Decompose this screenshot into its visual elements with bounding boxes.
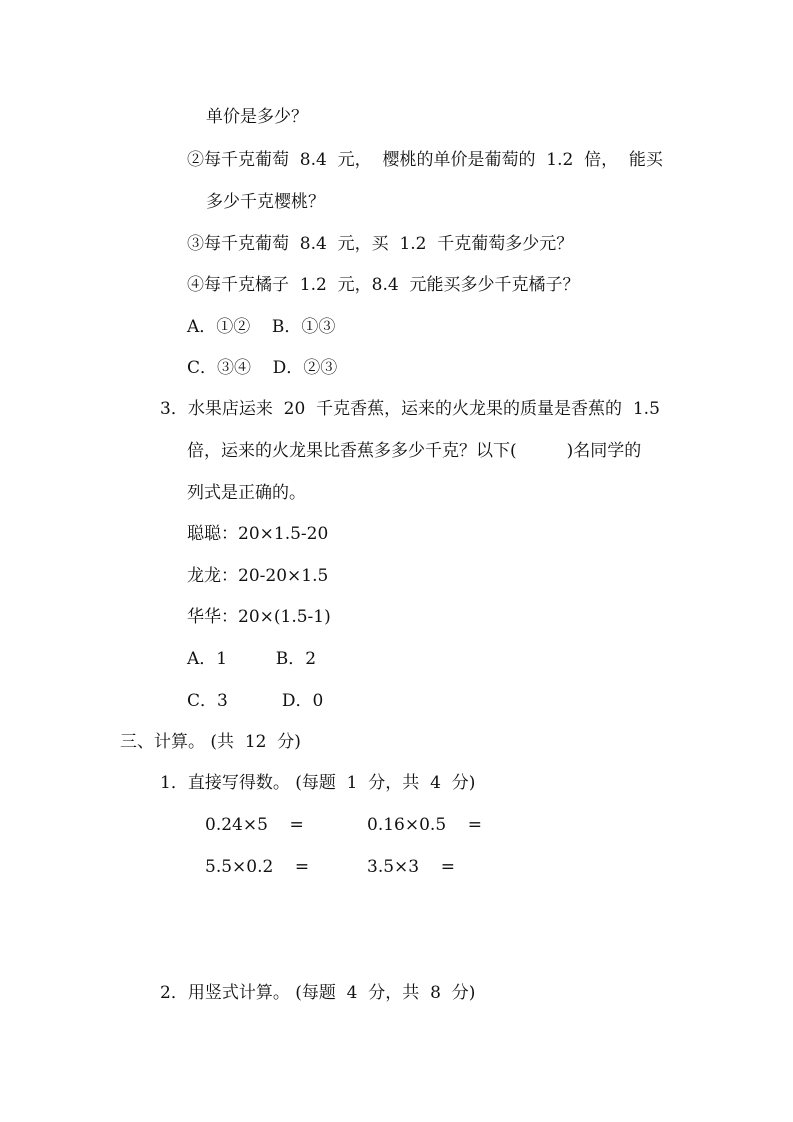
q2-choice-cd: C．③④ D．②③ xyxy=(187,358,338,378)
q2-option1-tail: 单价是多少？ xyxy=(206,107,308,127)
q3-line1: 3．水果店运来 20 千克香蕉，运来的火龙果的质量是香蕉的 1.5 xyxy=(160,399,660,419)
q3-student1: 聪聪：20×1.5-20 xyxy=(187,524,329,544)
q3-line2-before-blank: 倍，运来的火龙果比香蕉多多少千克？以下( xyxy=(187,441,517,461)
q2-option3: ③每千克葡萄 8.4 元，买 1.2 千克葡萄多少元？ xyxy=(187,234,574,254)
section3-sub1-title: 1．直接写得数。 (每题 1 分，共 4 分) xyxy=(160,773,476,793)
q3-choice-cd: C．3 D．0 xyxy=(187,691,324,711)
q3-choice-ab: A．1 B．2 xyxy=(187,649,317,669)
q2-option2-line1: ②每千克葡萄 8.4 元， 樱桃的单价是葡萄的 1.2 倍， 能买 xyxy=(187,150,663,170)
q2-option4: ④每千克橘子 1.2 元，8.4 元能买多少千克橘子？ xyxy=(187,275,580,295)
q3-student3: 华华：20×(1.5-1) xyxy=(187,607,331,627)
section3-heading: 三、计算。 (共 12 分) xyxy=(120,732,301,752)
q2-choice-ab: A．①② B．①③ xyxy=(187,317,336,337)
q3-line2 xyxy=(187,441,641,461)
q3-student2: 龙龙：20-20×1.5 xyxy=(187,566,329,586)
expr-5-5x0-2: 5.5×0.2 = xyxy=(205,857,310,877)
expr-0-16x0-5: 0.16×0.5 = xyxy=(367,815,482,835)
expr-3-5x3: 3.5×3 = xyxy=(367,857,455,877)
q2-option2-line2: 多少千克樱桃？ xyxy=(206,192,325,212)
q3-line3: 列式是正确的。 xyxy=(187,483,306,503)
expr-0-24x5: 0.24×5 = xyxy=(205,815,304,835)
q3-line2-after-blank: )名同学的 xyxy=(566,441,642,461)
section3-sub2-title: 2．用竖式计算。 (每题 4 分，共 8 分) xyxy=(160,983,476,1003)
